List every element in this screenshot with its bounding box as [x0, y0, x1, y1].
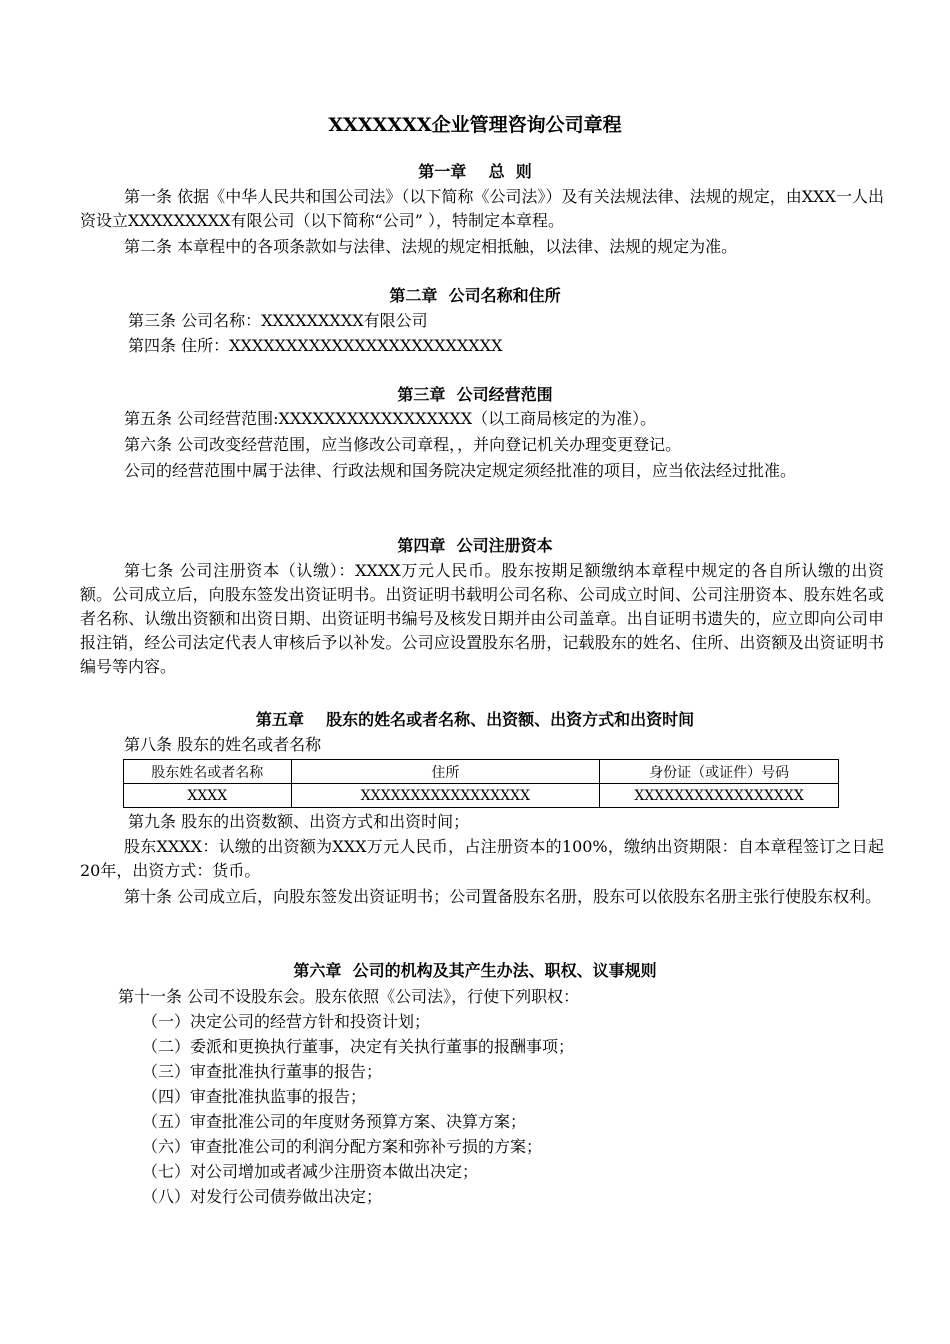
chapter-2-heading: 第二章 公司名称和住所: [389, 286, 561, 305]
table-header-cell: 住所: [291, 760, 600, 784]
chapter-3-heading: 第三章 公司经营范围: [397, 385, 553, 404]
shareholder-table: [123, 759, 839, 808]
list-item: （七）对公司增加或者减少注册资本做出决定；: [142, 1162, 479, 1181]
article-11: 第十一条 公司不设股东会。股东依照《公司法》，行使下列职权：: [118, 987, 580, 1006]
table-cell: XXXXXXXXXXXXXXXXX: [600, 784, 839, 808]
article-3: 第三条 公司名称：XXXXXXXXX有限公司: [128, 311, 428, 330]
list-item: （三）审查批准执行董事的报告；: [142, 1062, 383, 1081]
table-header-cell: 股东姓名或者名称: [124, 760, 292, 784]
table-header-cell: 身份证（或证件）号码: [600, 760, 839, 784]
chapter-5-heading: 第五章 股东的姓名或者名称、出资额、出资方式和出资时间: [255, 710, 695, 729]
article-8: 第八条 股东的姓名或者名称: [124, 735, 322, 754]
list-item: （五）审查批准公司的年度财务预算方案、决算方案；: [142, 1112, 527, 1131]
article-10: 第十条 公司成立后，向股东签发出资证明书；公司置备股东名册，股东可以依股东名册主张行使股东权利。: [124, 887, 882, 906]
business-scope-note: 公司的经营范围中属于法律、行政法规和国务院决定规定须经批准的项目，应当依法经过批准。: [124, 461, 797, 480]
document-title: XXXXXXX企业管理咨询公司章程: [328, 114, 622, 136]
list-item: （六）审查批准公司的利润分配方案和弥补亏损的方案；: [142, 1137, 543, 1156]
article-4: 第四条 住所：XXXXXXXXXXXXXXXXXXXXXXXX: [128, 336, 503, 355]
shareholder-contribution: 股东XXXX：认缴的出资额为XXX万元人民币，占注册资本的100%，缴纳出资期限：自本章程签订之日起20年，出资方式：货币。: [80, 837, 884, 880]
list-item: （八）对发行公司债券做出决定；: [142, 1187, 383, 1206]
table-row: [124, 784, 839, 808]
list-item: （一）决定公司的经营方针和投资计划；: [142, 1012, 431, 1031]
chapter-1-heading: 第一章 总 则: [418, 162, 532, 181]
chapter-4-heading: 第四章 公司注册资本: [397, 536, 553, 555]
article-1: 第一条 依据《中华人民共和国公司法》（以下简称《公司法》）及有关法规法律、法规的规定，由XXX一人出资设立XXXXXXXXX有限公司（以下简称“公司” ），特制定本章程。: [80, 187, 884, 230]
table-header-row: [124, 760, 839, 784]
article-6: 第六条 公司改变经营范围，应当修改公司章程，，并向登记机关办理变更登记。: [124, 435, 682, 454]
article-9: 第九条 股东的出资数额、出资方式和出资时间；: [128, 812, 470, 831]
list-item: （二）委派和更换执行董事，决定有关执行董事的报酬事项；: [142, 1037, 575, 1056]
table-cell: XXXXXXXXXXXXXXXXX: [291, 784, 600, 808]
chapter-6-heading: 第六章 公司的机构及其产生办法、职权、议事规则: [293, 961, 657, 980]
article-2: 第二条 本章程中的各项条款如与法律、法规的规定相抵触，以法律、法规的规定为准。: [124, 237, 738, 256]
article-5: 第五条 公司经营范围:XXXXXXXXXXXXXXXXX（以工商局核定的为准）。: [124, 409, 657, 428]
table-cell: XXXX: [124, 784, 292, 808]
list-item: （四）审查批准执监事的报告；: [142, 1087, 367, 1106]
article-7: 第七条 公司注册资本（认缴）：XXXX万元人民币。股东按期足额缴纳本章程中规定的各自所认缴的出资额。公司成立后，向股东签发出资证明书。出资证明书载明公司名称、公司成立时间、公司注册资本、股东姓名或者名称、认缴出资额和出资日期、出资证明书编号及核发日期并由公司盖章。出自证明书遗失的，应立即向公司申报注销，经公司法定代表人审核后予以补发。公司应设置股东名册，记载股东的姓名、住所、出资额及出资证明书编号等内容。: [80, 561, 884, 676]
